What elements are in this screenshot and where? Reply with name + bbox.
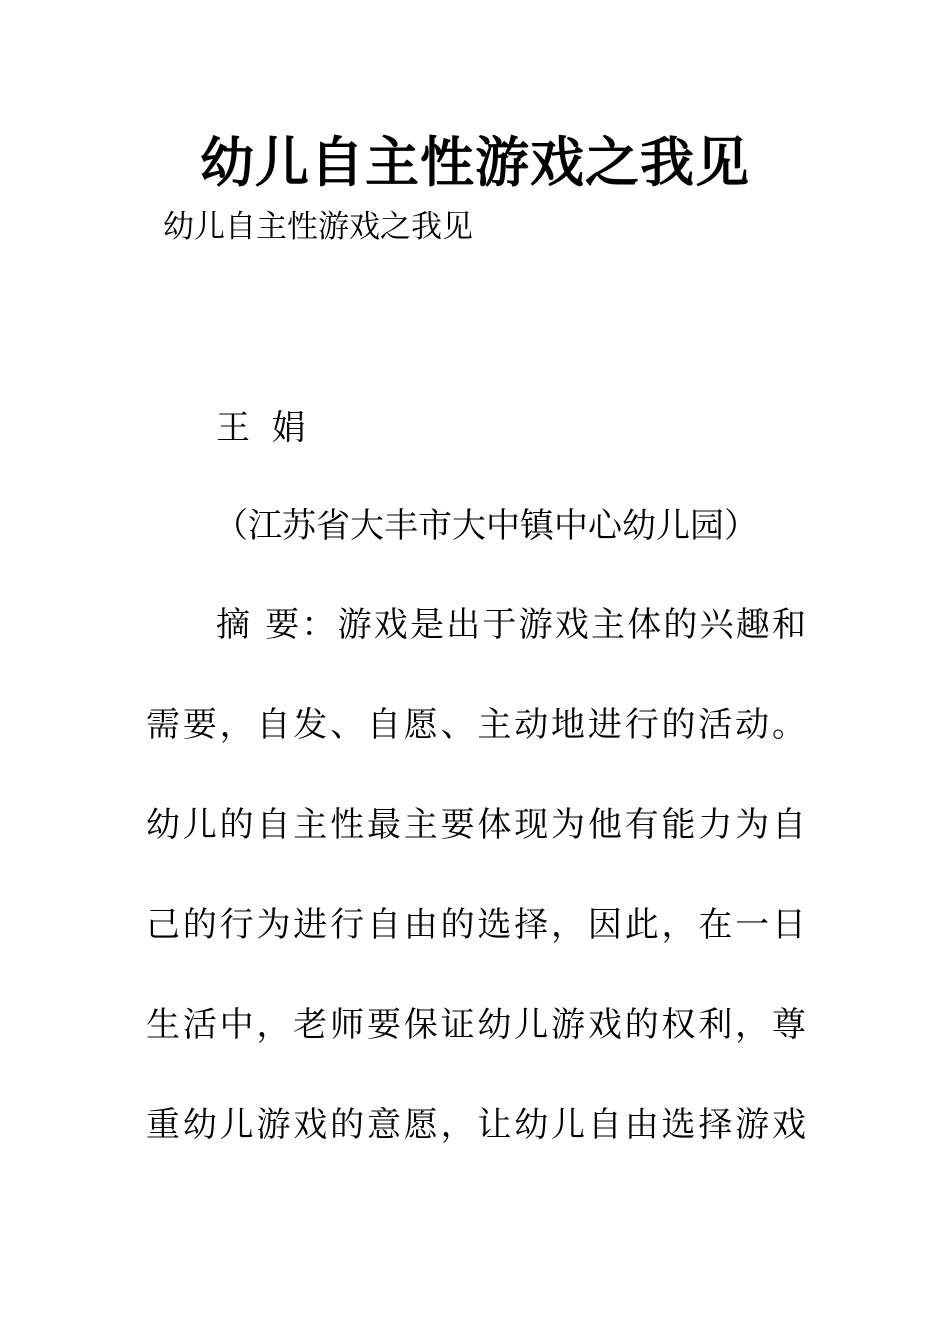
abstract-line: 生活中，老师要保证幼儿游戏的权利，尊 <box>146 1005 806 1045</box>
abstract-paragraph <box>146 601 806 1201</box>
document-subtitle: 幼儿自主性游戏之我见 <box>163 209 473 245</box>
abstract-line: 摘 要：游戏是出于游戏主体的兴趣和 <box>216 605 806 645</box>
abstract-line: 需要，自发、自愿、主动地进行的活动。 <box>146 705 806 745</box>
author-affiliation: （江苏省大丰市大中镇中心幼儿园） <box>214 506 758 546</box>
document-title: 幼儿自主性游戏之我见 <box>200 131 750 194</box>
abstract-line: 重幼儿游戏的意愿，让幼儿自由选择游戏 <box>146 1105 806 1145</box>
abstract-line: 己的行为进行自由的选择，因此，在一日 <box>146 905 806 945</box>
abstract-line: 幼儿的自主性最主要体现为他有能力为自 <box>146 805 806 845</box>
author-name: 王 娟 <box>216 408 306 448</box>
